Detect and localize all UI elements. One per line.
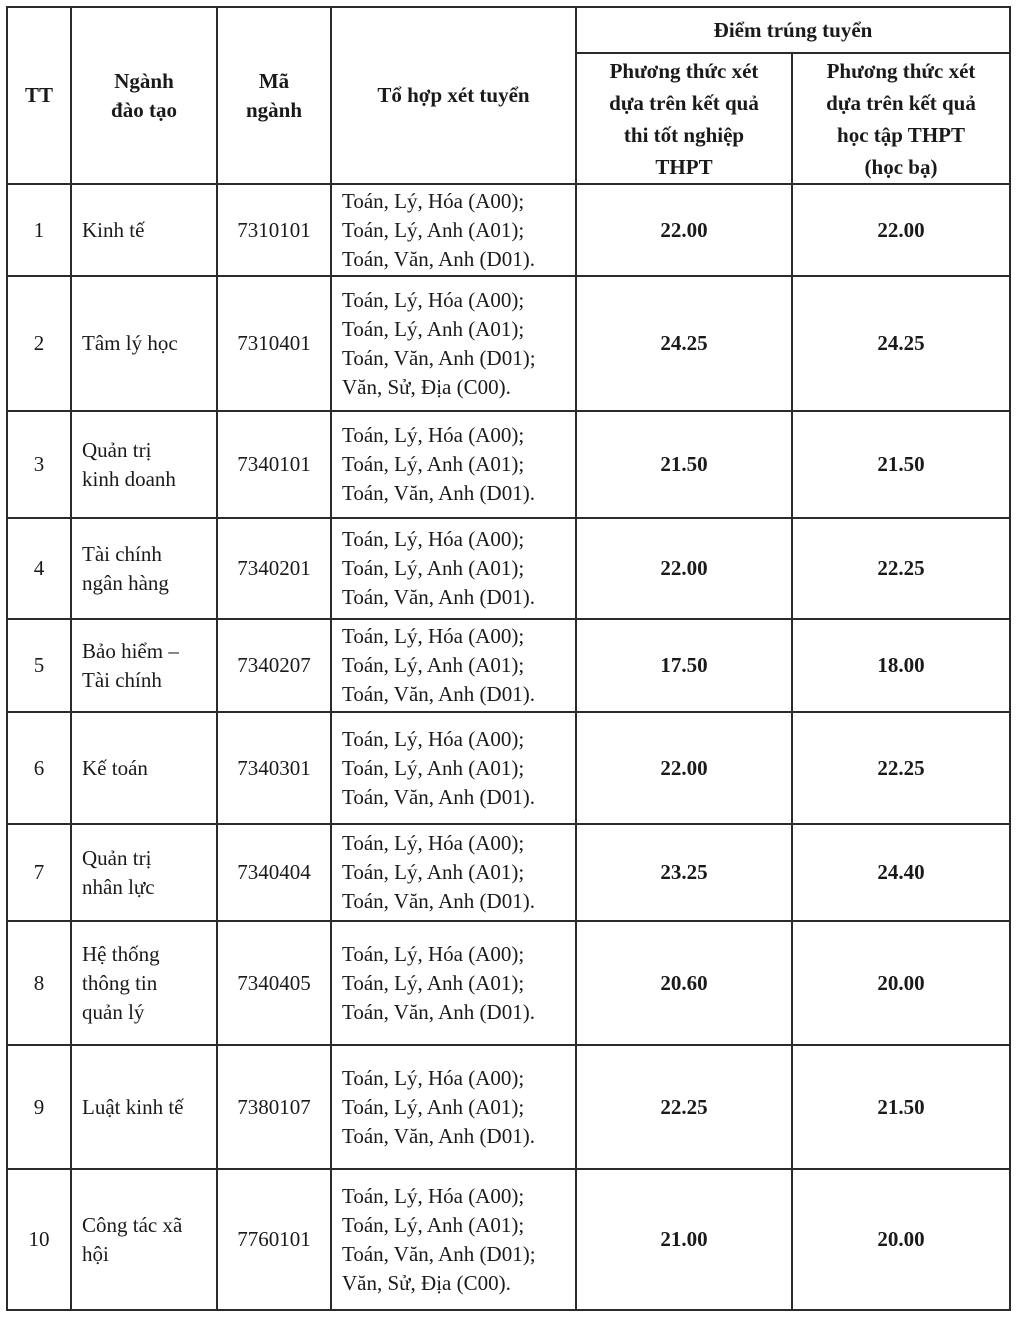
row-tt: 5 (7, 619, 71, 712)
table-row (7, 824, 1010, 921)
row-score-thpt: 20.60 (576, 921, 792, 1045)
header-pt1: Phương thức xét dựa trên kết quả thi tốt nghiệp THPT (576, 53, 792, 184)
row-major-name: Kinh tế (71, 184, 217, 276)
row-tt: 2 (7, 276, 71, 411)
table-row (7, 1169, 1010, 1310)
row-score-hocba: 20.00 (792, 921, 1010, 1045)
header-pt2: Phương thức xét dựa trên kết quả học tập THPT (học bạ) (792, 53, 1010, 184)
row-score-hocba: 21.50 (792, 1045, 1010, 1169)
table-row (7, 184, 1010, 276)
row-score-thpt: 22.00 (576, 518, 792, 619)
row-major-name: Quản trị nhân lực (71, 824, 217, 921)
row-score-thpt: 22.00 (576, 712, 792, 824)
table-row (7, 921, 1010, 1045)
row-combos: Toán, Lý, Hóa (A00); Toán, Lý, Anh (A01); Toán, Văn, Anh (D01); Văn, Sử, Địa (C00). (331, 1169, 576, 1310)
row-tt: 8 (7, 921, 71, 1045)
table-row (7, 518, 1010, 619)
row-major-name: Quản trị kinh doanh (71, 411, 217, 518)
row-tt: 6 (7, 712, 71, 824)
row-major-name: Bảo hiểm – Tài chính (71, 619, 217, 712)
header-tt: TT (7, 7, 71, 184)
row-tt: 7 (7, 824, 71, 921)
row-major-code: 7310401 (217, 276, 331, 411)
row-score-hocba: 22.00 (792, 184, 1010, 276)
row-score-hocba: 22.25 (792, 518, 1010, 619)
header-row-top (7, 7, 1010, 53)
row-combos: Toán, Lý, Hóa (A00); Toán, Lý, Anh (A01); Toán, Văn, Anh (D01). (331, 1045, 576, 1169)
table-row (7, 411, 1010, 518)
row-score-hocba: 18.00 (792, 619, 1010, 712)
row-score-thpt: 21.50 (576, 411, 792, 518)
row-major-name: Tâm lý học (71, 276, 217, 411)
row-tt: 10 (7, 1169, 71, 1310)
row-combos: Toán, Lý, Hóa (A00); Toán, Lý, Anh (A01); Toán, Văn, Anh (D01). (331, 411, 576, 518)
row-major-code: 7760101 (217, 1169, 331, 1310)
row-major-name: Công tác xã hội (71, 1169, 217, 1310)
row-combos: Toán, Lý, Hóa (A00); Toán, Lý, Anh (A01); Toán, Văn, Anh (D01). (331, 518, 576, 619)
row-major-code: 7380107 (217, 1045, 331, 1169)
row-score-hocba: 24.40 (792, 824, 1010, 921)
row-score-hocba: 20.00 (792, 1169, 1010, 1310)
row-tt: 4 (7, 518, 71, 619)
row-tt: 1 (7, 184, 71, 276)
row-score-hocba: 22.25 (792, 712, 1010, 824)
header-nganh: Ngành đào tạo (71, 7, 217, 184)
row-combos: Toán, Lý, Hóa (A00); Toán, Lý, Anh (A01); Toán, Văn, Anh (D01). (331, 712, 576, 824)
row-score-thpt: 23.25 (576, 824, 792, 921)
row-major-code: 7340405 (217, 921, 331, 1045)
row-score-hocba: 21.50 (792, 411, 1010, 518)
row-major-name: Kế toán (71, 712, 217, 824)
row-combos: Toán, Lý, Hóa (A00); Toán, Lý, Anh (A01); Toán, Văn, Anh (D01). (331, 619, 576, 712)
row-combos: Toán, Lý, Hóa (A00); Toán, Lý, Anh (A01); Toán, Văn, Anh (D01); Văn, Sử, Địa (C00). (331, 276, 576, 411)
row-score-thpt: 22.00 (576, 184, 792, 276)
row-combos: Toán, Lý, Hóa (A00); Toán, Lý, Anh (A01); Toán, Văn, Anh (D01). (331, 184, 576, 276)
table-row (7, 276, 1010, 411)
table-row (7, 619, 1010, 712)
row-score-thpt: 17.50 (576, 619, 792, 712)
table-row (7, 712, 1010, 824)
header-to-hop: Tổ hợp xét tuyển (331, 7, 576, 184)
row-tt: 9 (7, 1045, 71, 1169)
row-major-name: Hệ thống thông tin quản lý (71, 921, 217, 1045)
row-major-code: 7340201 (217, 518, 331, 619)
row-score-hocba: 24.25 (792, 276, 1010, 411)
table-row (7, 1045, 1010, 1169)
row-major-code: 7340207 (217, 619, 331, 712)
row-major-code: 7340101 (217, 411, 331, 518)
row-major-code: 7340301 (217, 712, 331, 824)
row-major-code: 7340404 (217, 824, 331, 921)
row-major-name: Luật kinh tế (71, 1045, 217, 1169)
row-tt: 3 (7, 411, 71, 518)
admission-scores-table (6, 6, 1011, 1311)
row-score-thpt: 21.00 (576, 1169, 792, 1310)
header-diem-trung-tuyen: Điểm trúng tuyển (576, 7, 1010, 53)
row-score-thpt: 24.25 (576, 276, 792, 411)
row-combos: Toán, Lý, Hóa (A00); Toán, Lý, Anh (A01); Toán, Văn, Anh (D01). (331, 921, 576, 1045)
header-ma-nganh: Mã ngành (217, 7, 331, 184)
row-score-thpt: 22.25 (576, 1045, 792, 1169)
row-major-name: Tài chính ngân hàng (71, 518, 217, 619)
row-combos: Toán, Lý, Hóa (A00); Toán, Lý, Anh (A01); Toán, Văn, Anh (D01). (331, 824, 576, 921)
row-major-code: 7310101 (217, 184, 331, 276)
